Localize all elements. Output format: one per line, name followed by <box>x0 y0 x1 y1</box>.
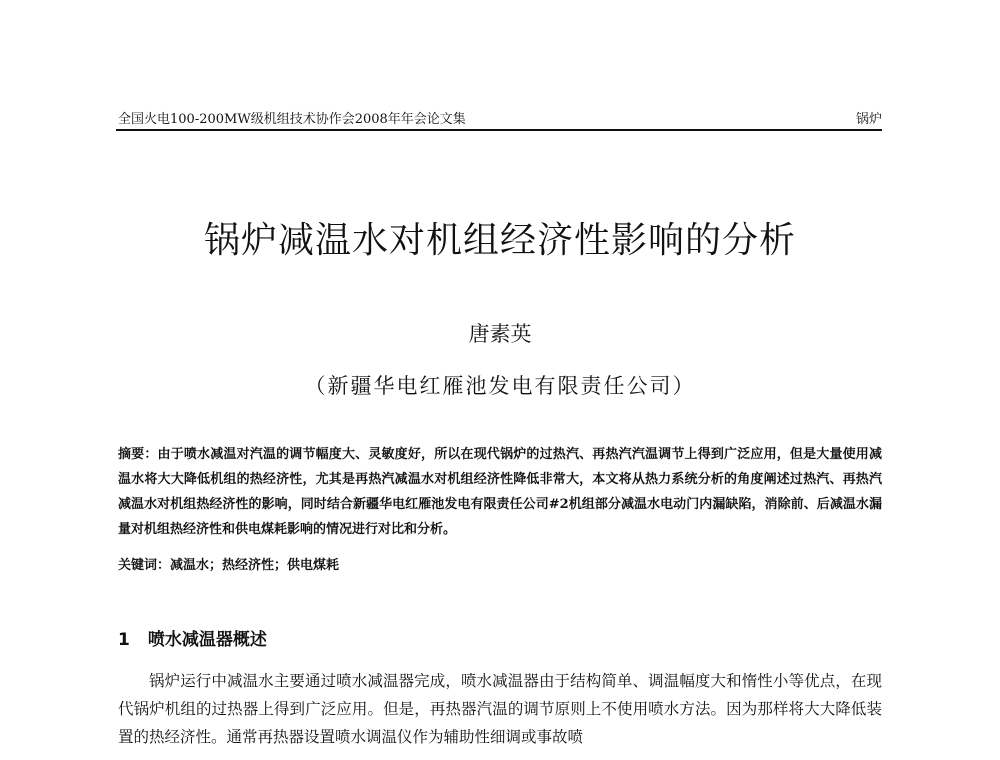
author-name: 唐素英 <box>468 322 532 346</box>
abstract-label: 摘要： <box>118 447 158 462</box>
keywords <box>118 553 882 578</box>
running-header-section: 锅炉 <box>855 112 882 127</box>
paper-title: 锅炉减温水对机组经济性影响的分析 <box>203 220 796 261</box>
section-title: 喷水减温器概述 <box>147 630 267 650</box>
abstract-text: 由于喷水减温对汽温的调节幅度大、灵敏度好，所以在现代锅炉的过热汽、再热汽汽温调节上得到广泛应用，但是大量使用减温水将大大降低机组的热经济性，尤其是再热汽减温水对机组经济性降低非常大，本文将从热力系统分析的角度阐述过热汽、再热汽减温水对机组热经济性的影响，同时结合新疆华电红雁池发电有限责任公司#2机组部分减温水电动门内漏缺陷，消除前、后减温水漏量对机组热经济性和供电煤耗影响的情况进行对比和分析。 <box>118 447 882 537</box>
running-header <box>118 103 882 127</box>
section-number: 1 <box>118 630 130 650</box>
keywords-label: 关键词： <box>118 558 171 573</box>
running-header-proceedings: 全国火电100-200MW级机组技术协作会2008年年会论文集 <box>118 112 466 127</box>
header-rule <box>116 129 882 131</box>
body-paragraph: 锅炉运行中减温水主要通过喷水减温器完成，喷水减温器由于结构简单、调温幅度大和惰性小等优点，在现代锅炉机组的过热器上得到广泛应用。但是，再热器汽温的调节原则上不使用喷水方法。因为那样将大大降低装置的热经济性。通常再热器设置喷水调温仪作为辅助性细调或事故喷 <box>118 672 882 746</box>
keywords-text: 减温水；热经济性；供电煤耗 <box>170 558 340 573</box>
section-heading <box>118 625 267 650</box>
abstract <box>118 442 882 542</box>
author-affiliation: （新疆华电红雁池发电有限责任公司） <box>304 374 696 398</box>
